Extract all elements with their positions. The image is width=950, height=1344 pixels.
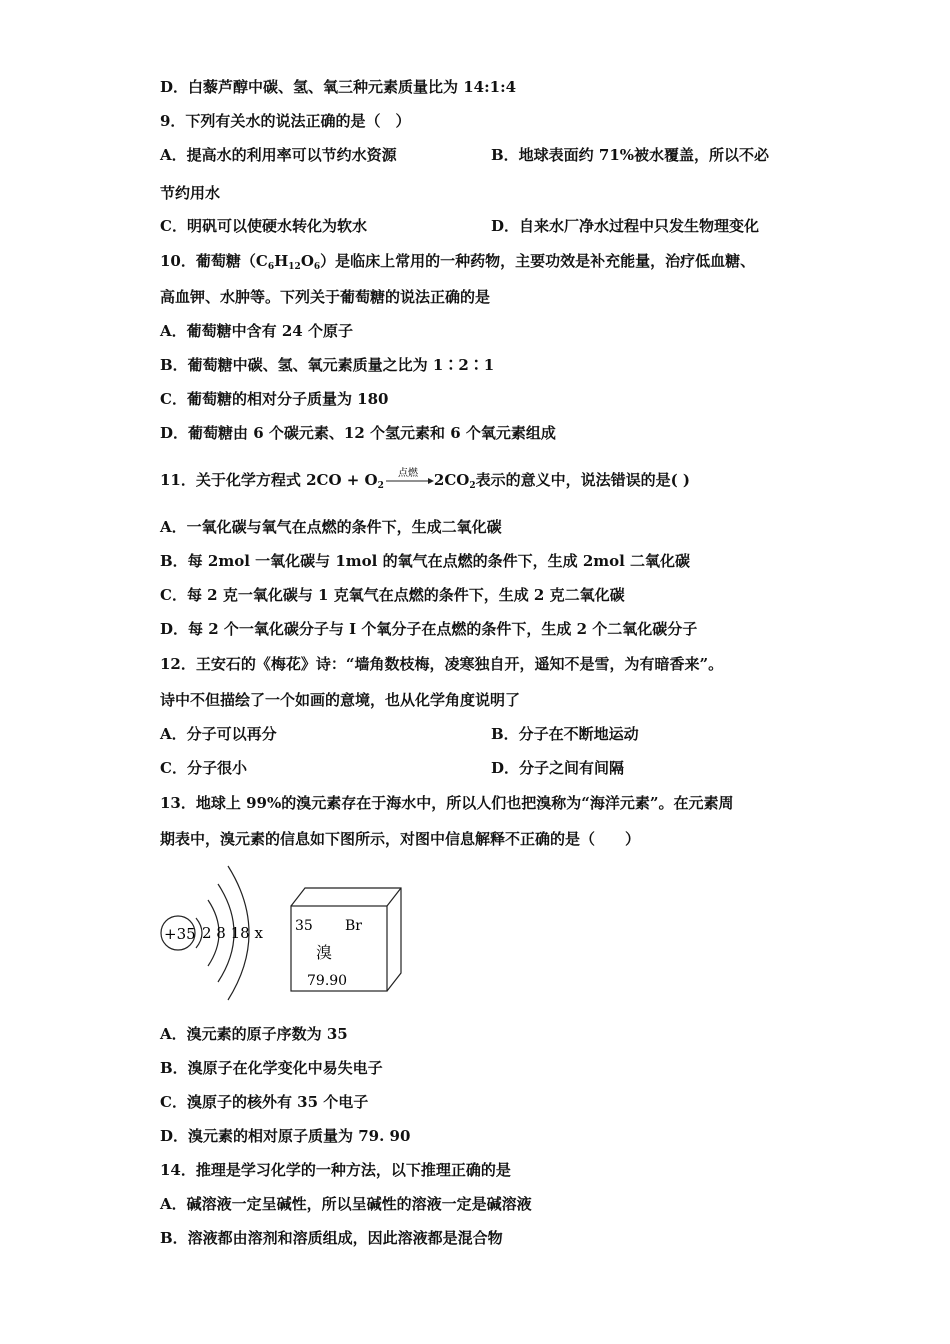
q12-option-b: B．分子在不断地运动 — [491, 725, 639, 743]
q11-option-a: A．一氧化碳与氧气在点燃的条件下，生成二氧化碳 — [160, 518, 502, 536]
q11-option-d: D．每 2 个一氧化碳分子与 I 个氧分子在点燃的条件下，生成 2 个二氧化碳分子 — [160, 620, 698, 638]
q11-stem: 11．关于化学方程式 $2CO + O_2$ 点燃 $2CO_2$表示的意义中，说法错误的是( ) — [160, 468, 691, 491]
nucleus-charge: +35 — [164, 925, 196, 943]
q12-option-c: C．分子很小 — [160, 759, 247, 777]
q10-stem: 10．葡萄糖$(C_6H_{12}O_6)$是临床上常用的一种药物，主要功效是补充能量，治疗低血糖、 — [160, 252, 756, 272]
q13-option-b: B．溴原子在化学变化中易失电子 — [160, 1059, 383, 1077]
q13-option-a: A．溴元素的原子序数为 35 — [160, 1025, 348, 1043]
q10-stem-cont: 高血钾、水肿等。下列关于葡萄糖的说法正确的是 — [160, 288, 491, 306]
q10-option-c: C．葡萄糖的相对分子质量为 180 — [160, 390, 389, 408]
q9-option-c: C．明矾可以使硬水转化为软水 — [160, 217, 367, 235]
q13-option-c: C．溴原子的核外有 35 个电子 — [160, 1093, 369, 1111]
q11-option-b: B．每 2mol 一氧化碳与 1mol 的氧气在点燃的条件下，生成 2mol 二氧化碳 — [160, 552, 691, 570]
atomic-number: 35 — [295, 918, 313, 934]
q12-stem-cont: 诗中不但描绘了一个如画的意境，也从化学角度说明了 — [160, 691, 521, 709]
q9-option-a: A．提高水的利用率可以节约水资源 — [160, 146, 397, 164]
q12-option-a: A．分子可以再分 — [160, 725, 277, 743]
q13-stem: 13．地球上 99%的溴元素存在于海水中，所以人们也把溴称为“海洋元素”。在元素周 — [160, 794, 734, 812]
q13-stem-cont: 期表中，溴元素的信息如下图所示，对图中信息解释不正确的是（ ） — [160, 830, 641, 848]
atomic-mass: 79.90 — [307, 973, 348, 989]
bromine-diagram — [158, 858, 408, 1008]
q9-option-d: D．自来水厂净水过程中只发生物理变化 — [491, 217, 760, 235]
q14-stem: 14．推理是学习化学的一种方法，以下推理正确的是 — [160, 1161, 511, 1179]
q10-option-b: B．葡萄糖中碳、氢、氧元素质量之比为 1∶2∶1 — [160, 356, 495, 374]
q12-stem: 12．王安石的《梅花》诗：“墙角数枝梅，凌寒独自开，遥知不是雪，为有暗香来”。 — [160, 655, 724, 673]
q14-option-b: B．溶液都由溶剂和溶质组成，因此溶液都是混合物 — [160, 1229, 503, 1247]
q9-option-b-cont: 节约用水 — [160, 184, 221, 202]
electron-shells-label: 2 8 18 x — [202, 924, 263, 942]
q8-option-d: D．白藜芦醇中碳、氢、氧三种元素质量比为 14:1:4 — [160, 78, 517, 96]
q9-option-b: B．地球表面约 71%被水覆盖，所以不必 — [491, 146, 770, 164]
atomic-structure-diagram — [161, 866, 263, 1000]
q12-option-d: D．分子之间有间隔 — [491, 759, 625, 777]
element-name: 溴 — [316, 943, 333, 962]
periodic-table-cell — [291, 888, 401, 991]
q10-option-d: D．葡萄糖由 6 个碳元素、12 个氢元素和 6 个氧元素组成 — [160, 424, 556, 442]
element-symbol: Br — [345, 918, 362, 934]
q11-option-c: C．每 2 克一氧化碳与 1 克氧气在点燃的条件下，生成 2 克二氧化碳 — [160, 586, 625, 604]
reaction-condition: 点燃 — [397, 468, 418, 479]
reaction-arrow — [384, 468, 434, 491]
q10-option-a: A．葡萄糖中含有 24 个原子 — [160, 322, 353, 340]
q9-stem: 9．下列有关水的说法正确的是（ ） — [160, 112, 411, 130]
q13-option-d: D．溴元素的相对原子质量为 79. 90 — [160, 1127, 411, 1145]
q14-option-a: A．碱溶液一定呈碱性，所以呈碱性的溶液一定是碱溶液 — [160, 1195, 532, 1213]
